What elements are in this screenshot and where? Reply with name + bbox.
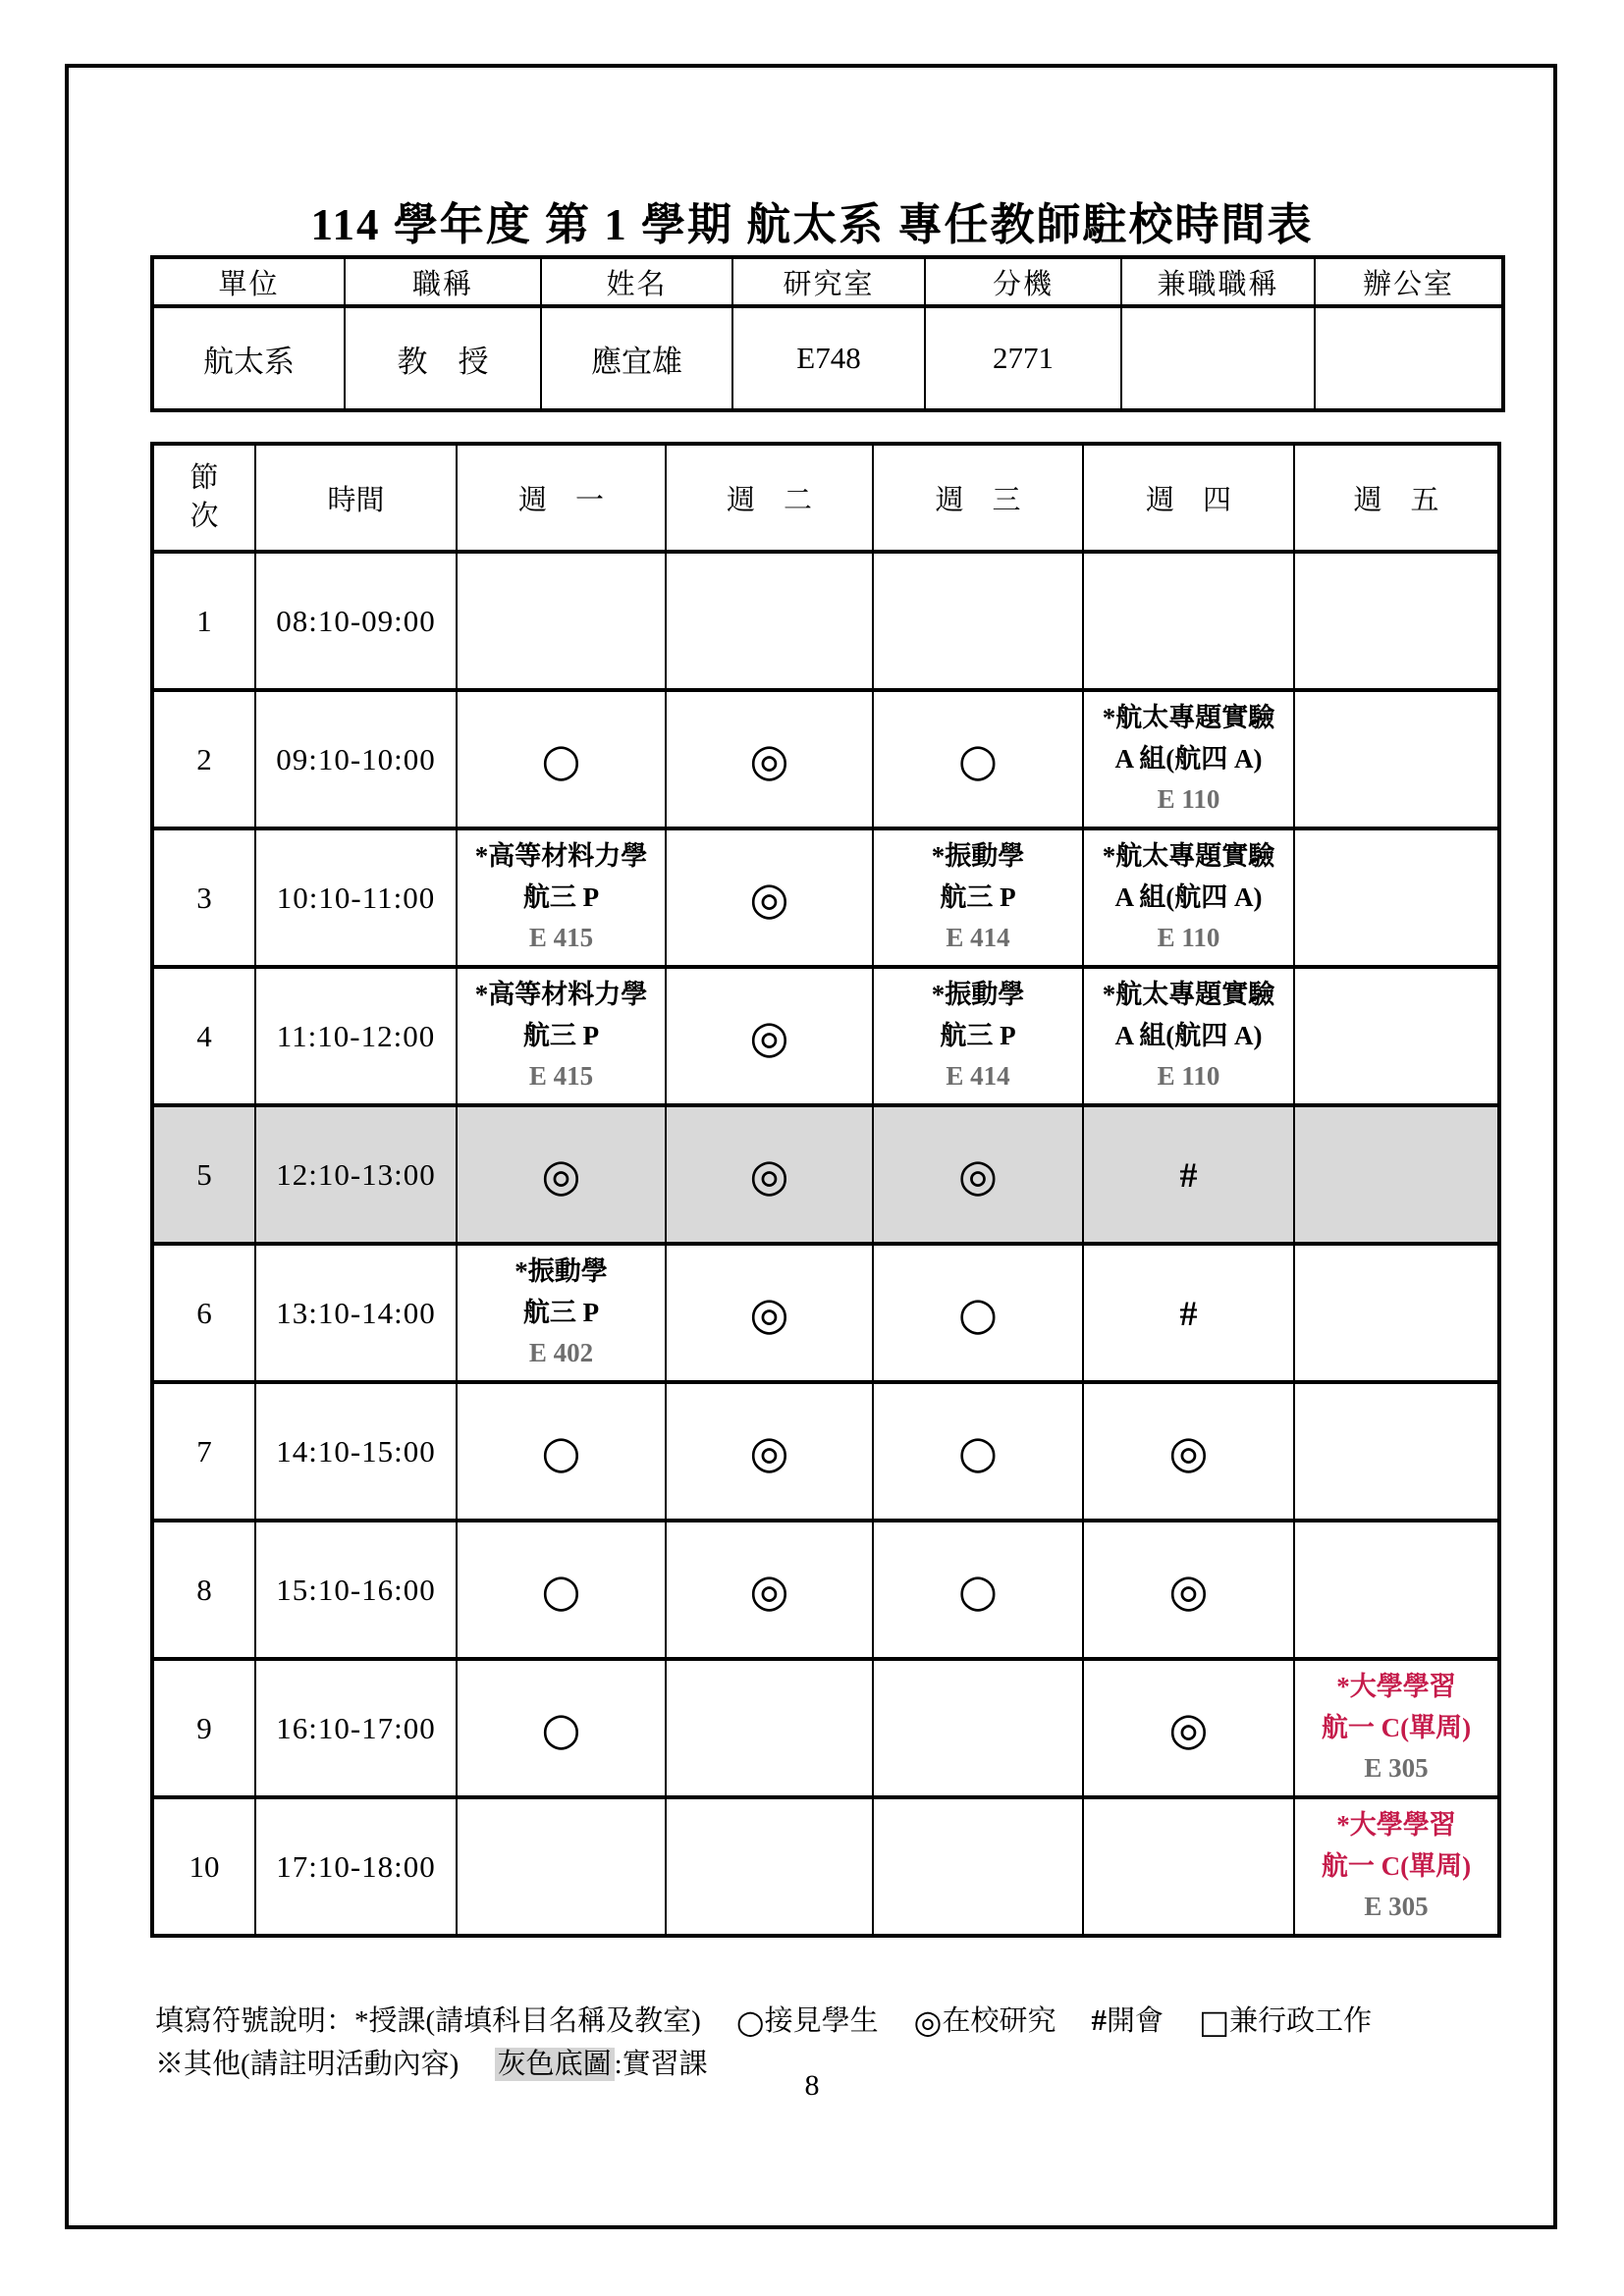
info-extension: 2771 (925, 306, 1121, 410)
bullseye-symbol: ◎ (749, 1424, 789, 1478)
course-entry (1085, 836, 1292, 960)
info-header-concurrent-title: 兼職職稱 (1121, 257, 1315, 306)
symbol-cell (666, 1521, 873, 1659)
legend-item-label: 兼行政工作 (1229, 2005, 1373, 2037)
empty-cell (873, 1659, 1083, 1797)
period-cell: 4 (152, 967, 255, 1105)
empty-cell (1294, 1244, 1499, 1382)
bullseye-symbol: ◎ (1168, 1424, 1209, 1478)
open-circle-symbol: ○ (957, 732, 999, 786)
course-cell (1083, 690, 1294, 828)
legend-prefix: 填寫符號說明：*授課(請填科目名稱及教室) (155, 2005, 701, 2037)
course-room: E 414 (946, 923, 1010, 953)
schedule-table (150, 442, 1501, 1938)
course-text-line: A 組(航四 A) (1114, 743, 1263, 774)
period-cell: 5 (152, 1105, 255, 1244)
symbol-cell (873, 1244, 1083, 1382)
period-cell: 10 (152, 1797, 255, 1936)
bullseye-symbol: ◎ (749, 1009, 789, 1063)
legend-hash-symbol: # (1091, 2002, 1107, 2037)
schedule-header-row (152, 444, 1499, 552)
legend-gray-highlight-sample: 灰色底圖 (495, 2048, 615, 2081)
course-entry (1085, 975, 1292, 1098)
period-cell: 3 (152, 828, 255, 967)
course-text-line: *振動學 (514, 1255, 608, 1286)
time-cell: 13:10-14:00 (255, 1244, 457, 1382)
page-number: 8 (804, 2069, 820, 2102)
schedule-row (152, 690, 1499, 828)
bullseye-symbol: ◎ (1168, 1563, 1209, 1617)
bullseye-symbol: ◎ (749, 871, 789, 925)
info-name: 應宜雄 (541, 306, 732, 410)
course-text-line: 航三 P (522, 881, 600, 912)
header-wednesday: 週 三 (873, 444, 1083, 552)
open-circle-symbol: ○ (541, 1424, 581, 1478)
symbol-cell (1083, 1659, 1294, 1797)
info-value-row (152, 306, 1503, 410)
symbol-cell (1083, 1105, 1294, 1244)
symbol-cell (457, 1521, 666, 1659)
empty-cell (1083, 552, 1294, 690)
symbol-cell (666, 1244, 873, 1382)
open-circle-symbol: ○ (541, 732, 581, 786)
schedule-row (152, 552, 1499, 690)
bullseye-symbol: ◎ (749, 732, 789, 786)
course-cell (1294, 1659, 1499, 1797)
schedule-row (152, 828, 1499, 967)
schedule-row (152, 1244, 1499, 1382)
header-period-line2: 次 (189, 501, 219, 532)
course-text-line: *大學學習 (1336, 1671, 1456, 1701)
symbol-cell (666, 828, 873, 967)
symbol-cell (873, 690, 1083, 828)
course-text-line: *振動學 (931, 979, 1025, 1009)
legend-open-circle-symbol: ○ (735, 2002, 765, 2041)
course-cell (457, 967, 666, 1105)
legend-item (1199, 1999, 1372, 2041)
legend-item (914, 1999, 1056, 2041)
time-cell: 15:10-16:00 (255, 1521, 457, 1659)
empty-cell (457, 1797, 666, 1936)
bullseye-symbol: ◎ (1168, 1701, 1209, 1755)
empty-cell (1294, 552, 1499, 690)
info-unit: 航太系 (152, 306, 345, 410)
course-cell (1294, 1797, 1499, 1936)
info-header-unit: 單位 (152, 257, 345, 306)
symbol-cell (1083, 1521, 1294, 1659)
empty-cell (873, 552, 1083, 690)
page-title: 114 學年度 第 1 學期 航太系 專任教師駐校時間表 (310, 200, 1314, 249)
course-room: E 415 (528, 1061, 594, 1092)
symbol-cell (1083, 1382, 1294, 1521)
legend-other-note: ※其他(請註明活動內容) (155, 2049, 460, 2080)
course-room: E 415 (528, 923, 594, 953)
open-circle-symbol: ○ (541, 1701, 581, 1755)
header-period (152, 444, 255, 552)
header-tuesday: 週 二 (666, 444, 873, 552)
course-entry (459, 975, 664, 1098)
period-cell: 8 (152, 1521, 255, 1659)
empty-cell (1294, 690, 1499, 828)
info-header-row (152, 257, 1503, 306)
legend-bullseye-symbol: ◎ (913, 2002, 943, 2041)
empty-cell (1083, 1797, 1294, 1936)
course-cell (457, 1244, 666, 1382)
time-cell: 12:10-13:00 (255, 1105, 457, 1244)
symbol-cell (666, 690, 873, 828)
empty-cell (873, 1797, 1083, 1936)
symbol-cell (873, 1521, 1083, 1659)
symbol-cell (457, 1382, 666, 1521)
info-header-office: 辦公室 (1315, 257, 1503, 306)
empty-cell (666, 552, 873, 690)
course-entry (1085, 698, 1292, 822)
course-text-line: *航太專題實驗 (1102, 702, 1275, 732)
empty-cell (1294, 1105, 1499, 1244)
empty-cell (1294, 1521, 1499, 1659)
symbol-cell (666, 1382, 873, 1521)
course-room: E 305 (1364, 1753, 1429, 1784)
empty-cell (1294, 967, 1499, 1105)
legend-item (1091, 1999, 1164, 2039)
info-office (1315, 306, 1503, 410)
bullseye-symbol: ◎ (749, 1286, 789, 1340)
course-entry (1296, 1667, 1496, 1790)
course-text-line: *高等材料力學 (474, 979, 648, 1009)
header-period-line1: 節 (189, 461, 219, 494)
bullseye-symbol: ◎ (749, 1148, 789, 1201)
info-lab: E748 (732, 306, 925, 410)
period-cell: 6 (152, 1244, 255, 1382)
symbol-cell (666, 1105, 873, 1244)
header-monday: 週 一 (457, 444, 666, 552)
legend-gray-label: :實習課 (614, 2049, 708, 2080)
empty-cell (666, 1797, 873, 1936)
course-text-line: 航三 P (940, 1020, 1016, 1050)
schedule-row (152, 1382, 1499, 1521)
symbol-cell (457, 1659, 666, 1797)
time-cell: 09:10-10:00 (255, 690, 457, 828)
empty-cell (1294, 828, 1499, 967)
bullseye-symbol: ◎ (749, 1563, 789, 1617)
legend-item-label: 接見學生 (764, 2005, 879, 2037)
course-room: E 110 (1157, 784, 1220, 815)
course-text-line: 航三 P (522, 1297, 600, 1327)
course-entry (459, 836, 664, 960)
course-text-line: *高等材料力學 (474, 840, 648, 871)
course-entry (875, 975, 1081, 1098)
hash-symbol: # (1179, 1154, 1198, 1195)
open-circle-symbol: ○ (957, 1424, 999, 1478)
time-cell: 14:10-15:00 (255, 1382, 457, 1521)
schedule-row (152, 1659, 1499, 1797)
course-text-line: *振動學 (931, 840, 1025, 871)
info-concurrent-title (1121, 306, 1315, 410)
course-room: E 110 (1157, 1061, 1220, 1092)
legend-item-label: 在校研究 (942, 2005, 1056, 2037)
schedule-row (152, 1521, 1499, 1659)
course-cell (1083, 828, 1294, 967)
time-cell: 10:10-11:00 (255, 828, 457, 967)
teacher-info-table (150, 255, 1505, 412)
time-cell: 08:10-09:00 (255, 552, 457, 690)
bullseye-symbol: ◎ (541, 1148, 581, 1201)
info-header-lab: 研究室 (732, 257, 925, 306)
empty-cell (666, 1659, 873, 1797)
course-text-line: 航三 P (522, 1020, 600, 1050)
course-cell (873, 967, 1083, 1105)
header-thursday: 週 四 (1083, 444, 1294, 552)
course-text-line: *航太專題實驗 (1102, 979, 1275, 1009)
legend-square-symbol: □ (1198, 2002, 1230, 2041)
symbol-cell (1083, 1244, 1294, 1382)
header-time: 時間 (255, 444, 457, 552)
time-cell: 16:10-17:00 (255, 1659, 457, 1797)
legend-line-1 (155, 1999, 1549, 2041)
info-header-job-title: 職稱 (345, 257, 541, 306)
course-text-line: 航一 C(單周) (1321, 1850, 1472, 1881)
empty-cell (457, 552, 666, 690)
course-cell (873, 828, 1083, 967)
symbol-cell (873, 1382, 1083, 1521)
course-room: E 414 (946, 1061, 1010, 1092)
course-text-line: A 組(航四 A) (1114, 1020, 1263, 1050)
course-text-line: *大學學習 (1336, 1809, 1456, 1840)
course-entry (1296, 1805, 1496, 1929)
course-room: E 305 (1364, 1892, 1429, 1922)
info-header-name: 姓名 (541, 257, 732, 306)
legend-item (736, 1999, 879, 2041)
symbol-cell (873, 1105, 1083, 1244)
course-text-line: A 組(航四 A) (1114, 881, 1263, 912)
course-cell (457, 828, 666, 967)
course-cell (1083, 967, 1294, 1105)
symbol-cell (457, 690, 666, 828)
course-entry (459, 1252, 664, 1375)
open-circle-symbol: ○ (957, 1286, 999, 1340)
course-room: E 110 (1157, 923, 1220, 953)
course-text-line: 航一 C(單周) (1321, 1712, 1472, 1742)
schedule-row (152, 1797, 1499, 1936)
period-cell: 7 (152, 1382, 255, 1521)
course-entry (875, 836, 1081, 960)
empty-cell (1294, 1382, 1499, 1521)
open-circle-symbol: ○ (541, 1563, 581, 1617)
hash-symbol: # (1179, 1293, 1198, 1333)
period-cell: 1 (152, 552, 255, 690)
time-cell: 11:10-12:00 (255, 967, 457, 1105)
schedule-row (152, 1105, 1499, 1244)
info-job-title: 教 授 (345, 306, 541, 410)
header-friday: 週 五 (1294, 444, 1499, 552)
schedule-body (152, 552, 1499, 1936)
bullseye-symbol: ◎ (957, 1148, 999, 1201)
period-cell: 9 (152, 1659, 255, 1797)
schedule-row (152, 967, 1499, 1105)
course-text-line: *航太專題實驗 (1102, 840, 1275, 871)
info-header-extension: 分機 (925, 257, 1121, 306)
period-cell: 2 (152, 690, 255, 828)
time-cell: 17:10-18:00 (255, 1797, 457, 1936)
course-room: E 402 (528, 1338, 594, 1368)
open-circle-symbol: ○ (957, 1563, 999, 1617)
symbol-cell (666, 967, 873, 1105)
legend-item-label: 開會 (1106, 2005, 1164, 2037)
symbol-cell (457, 1105, 666, 1244)
course-text-line: 航三 P (940, 881, 1016, 912)
